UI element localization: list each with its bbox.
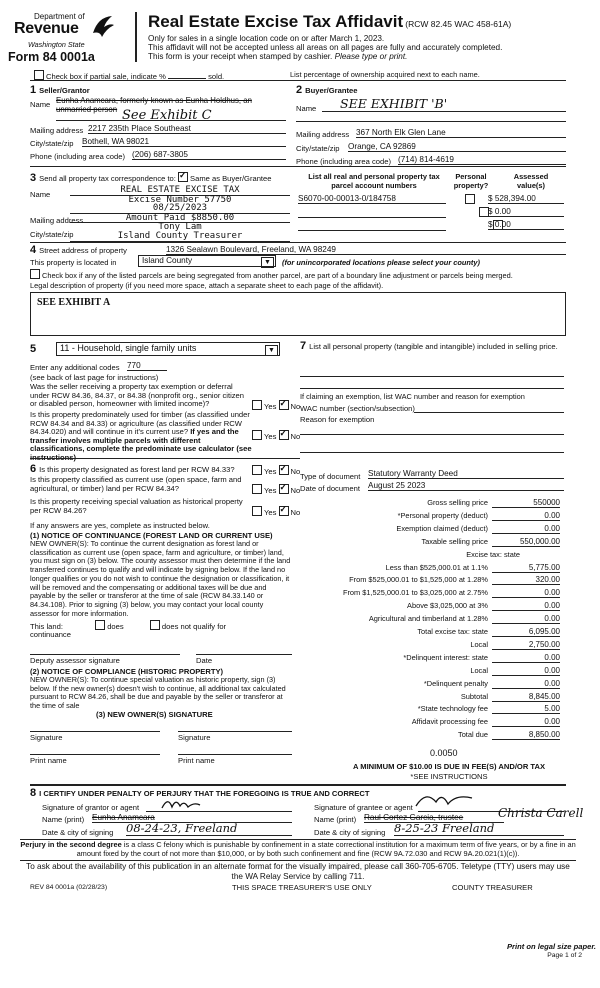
historic-answer (252, 506, 300, 517)
reason-label: Reason for exemption (300, 415, 375, 424)
tax-row (318, 524, 560, 536)
correspondence-heading-text: Send all property tax correspondence to: (39, 174, 176, 183)
tax-row-label: From $1,525,000.01 to $3,025,000 at 2.75% (342, 588, 488, 598)
tax-row-value[interactable]: 5.00 (492, 704, 560, 714)
stamp-line-5: Tony Lam (158, 222, 202, 233)
tax-row (318, 550, 560, 562)
seller-city-label: City/state/zip (30, 139, 74, 148)
yes-label: Yes (264, 467, 277, 476)
located-label: This property is located in (30, 258, 117, 267)
does-not-label: does not qualify for (161, 622, 227, 631)
assessed-col-header: Assessed value(s) (513, 172, 549, 190)
rcw-reference: (RCW 82.45 WAC 458-61A) (405, 19, 512, 29)
owner-print-2-label: Print name (178, 756, 215, 765)
assessed-row-2[interactable]: $ 0.00 (488, 207, 564, 217)
assessed-row-1[interactable]: $ 528,394.00 (488, 194, 564, 204)
partial-sale-label: Check box if partial sale, indicate % (46, 72, 166, 81)
seller-mailing-field[interactable]: 2217 235th Place Southeast (88, 124, 286, 134)
exemption-question: Was the seller receiving a property tax exemption or deferral under RCW 84.36, 84.37, or 84.38 (nonprofit org., senior citizen or disabled person, homeowner with limited income)? (30, 382, 245, 409)
buyer-heading-text: Buyer/Grantee (305, 86, 358, 95)
perjury-text: is a class C felony which is punishable by confinement in a state correctional institution for a maximum term of five years, or by a fine in an amount fixed by the court of not more than $10,000, or by both such confinement and fine (RCW 9A.72.030 and RCW 9A.20.021(1)(c)). (76, 840, 576, 858)
doc-type-field[interactable]: Statutory Warranty Deed (368, 469, 564, 479)
parcel-col-header: List all real and personal property tax parcel account numbers (308, 172, 440, 190)
exemption-no-checkbox[interactable] (279, 400, 289, 410)
grantee-signature-scribble (412, 790, 482, 808)
rule (30, 80, 566, 81)
rule (30, 731, 160, 732)
grantor-signature-field[interactable] (146, 796, 292, 812)
segregated-checkbox[interactable] (30, 269, 40, 279)
treasurer-use-label: THIS SPACE TREASURER'S USE ONLY (232, 883, 372, 892)
tax-row (318, 717, 560, 729)
yes-label: Yes (264, 402, 277, 411)
header-line-1: Only for sales in a single location code on or after March 1, 2023. (148, 34, 385, 43)
rule (30, 458, 300, 459)
header-line-3: This form is your receipt when stamped by cashier. (148, 52, 333, 61)
header-line-3-italic: Please type or print. (334, 52, 408, 61)
treasurer-stamp (70, 186, 290, 242)
tax-row-label: Exemption claimed (deduct) (396, 523, 488, 533)
tax-row-label: Affidavit processing fee (411, 717, 488, 727)
tax-row-value[interactable]: 550000 (492, 498, 560, 508)
tax-row-value[interactable]: 0.00 (492, 614, 560, 624)
tax-row (318, 730, 560, 742)
exemption-claim-label: If claiming an exemption, list WAC number and reason for exemption (300, 392, 525, 401)
forest-yes-checkbox[interactable] (252, 465, 262, 475)
buyer-phone-field[interactable]: (714) 814-4619 (398, 155, 566, 165)
tax-row-value[interactable]: 8,850.00 (492, 730, 560, 740)
tax-row (318, 588, 560, 600)
forest-question (30, 463, 260, 475)
historic-question: Is this property receiving special valuation as historical property per RCW 84.26? (30, 497, 243, 515)
rule (300, 452, 564, 453)
chevron-down-icon: ▼ (265, 345, 278, 356)
perjury-bold: Perjury in the second degree (20, 840, 122, 849)
rule (30, 784, 566, 786)
tax-row-label: Total due (458, 730, 488, 740)
tax-row-value[interactable]: 0.00 (492, 524, 560, 534)
seller-name-line1: Eunha Anamcara, formerly known as Eunha Holdhus, an (56, 96, 252, 105)
buyer-mailing-field[interactable]: 367 North Elk Glen Lane (356, 128, 566, 138)
exemption-answer (252, 400, 300, 411)
land-use-selected: 11 - Household, single family units (60, 343, 197, 353)
page-number: Page 1 of 2 (547, 952, 582, 959)
rule (30, 242, 566, 243)
header-title-block (148, 12, 588, 61)
grantee-date-label: Date & city of signing (314, 828, 386, 837)
tax-row-value[interactable]: 0.00 (492, 511, 560, 521)
section-6-number: 6 (30, 463, 37, 475)
codes-note: (see back of last page for instructions) (30, 373, 159, 382)
tax-row-label: *Personal property (deduct) (397, 510, 488, 520)
rule (300, 434, 564, 435)
exemption-yes-checkbox[interactable] (252, 400, 262, 410)
tax-row (318, 679, 560, 691)
local-rate: 0.0050 (430, 748, 458, 758)
perjury-notice (20, 841, 576, 859)
tax-row-label: *Delinquent penalty (423, 678, 488, 688)
grantee-name-label: Name (print) (314, 815, 357, 824)
street-label: Street address of property (39, 246, 127, 255)
tax-row-label: Gross selling price (427, 498, 488, 507)
forest-question-text: Is this property designated as forest land per RCW 84.33? (39, 465, 235, 474)
legal-description-field[interactable] (30, 292, 566, 336)
does-checkbox[interactable] (95, 620, 105, 630)
tax-row-value[interactable]: 0.00 (492, 653, 560, 663)
form-number: Form 84 0001a (8, 50, 95, 64)
owner-print-1-label: Print name (30, 756, 67, 765)
notice-continuance-body: NEW OWNER(S): To continue the current designation as forest land or classification as current use (open space, farm and agriculture, or timber) land, you must sign on (3) below. The county assessor must then determine if the land transferred continues to qualify and will indicate by signing below. If the land no longer qualifies or you do not wish to continue the designation or classification, it will be removed and the compensating or additional taxes will be due and payable by the seller or transferor at the time of sale (RCW 84.33.140 or 84.34.108). Prior to signing (3) below, you may contact your local county assessor for more information. (30, 539, 291, 618)
ownership-note: List percentage of ownership acquired next to each name. (290, 70, 480, 79)
seller-heading-text: Seller/Grantor (39, 86, 90, 95)
seller-name-line2: unmarried person (56, 105, 118, 114)
dept-sub: Washington State (28, 40, 85, 49)
assessed-row-3[interactable]: $ 0.00 (488, 220, 564, 230)
legal-description-value: SEE EXHIBIT A (37, 297, 111, 308)
rule (30, 754, 160, 755)
forest-answer (252, 465, 300, 476)
tax-row-value[interactable]: 320.00 (492, 575, 560, 585)
partial-sale-checkbox[interactable] (34, 70, 44, 80)
tax-row (318, 704, 560, 716)
tax-row-label: Total excise tax: state (417, 627, 488, 636)
rule (178, 731, 292, 732)
tax-row (318, 640, 560, 652)
tax-row-value[interactable]: 0.00 (492, 679, 560, 689)
owner-signature-2-label: Signature (178, 733, 211, 742)
header-line-2: This affidavit will not be accepted unless all areas on all pages are fully and accurately completed. (148, 43, 503, 52)
timber-question-text: Is this property predominately used for timber (as classified under RCW 84.34 and 84.33) or agriculture (as classified under RCW 84.34.020) and will continue in it's current use? (30, 410, 250, 437)
minimum-due-note: A MINIMUM OF $10.00 IS DUE IN FEE(S) AND/OR TAX (352, 762, 546, 771)
legal-description-label: Legal description of property (if you need more space, attach a separate sheet to each page of the affidavit). (30, 281, 384, 290)
tax-row-label: Above $3,025,000 at 3% (407, 601, 488, 611)
grantee-name-struck: Raul Cortez Garcia, trustee (364, 813, 464, 822)
no-label: No (290, 402, 301, 411)
header-divider (135, 12, 137, 62)
segregated-label: Check box if any of the listed parcels are being segregated from another parcel, are part of a boundary line adjustment or parcels being merged. (42, 271, 513, 280)
alt-format-notice: To ask about the availability of this publication in an alternate format for the visually impaired, please call 360-705-6705. Teletype (TTY) users may use the WA Relay Service by calling 711. (26, 862, 570, 881)
tax-row (318, 666, 560, 678)
grantor-signature-scribble (160, 796, 220, 810)
timber-answer (252, 430, 300, 441)
correspondence-heading (30, 172, 272, 184)
section-5-number: 5 (30, 343, 37, 355)
no-label: No (290, 467, 301, 476)
rule (300, 388, 564, 389)
current-use-question: Is this property classified as current use (open space, farm and agricultural, or timber) land per RCW 84.34? (30, 475, 242, 493)
no-label: No (290, 508, 301, 517)
owner-signature-1-label: Signature (30, 733, 63, 742)
seller-mailing-label: Mailing address (30, 126, 84, 135)
wac-label: WAC number (section/subsection) (300, 404, 415, 413)
timber-question-note: If yes and the transfer involves multiple parcels with different classifications, complete the predominate use calculator (see instructions) (30, 427, 252, 462)
buyer-phone-label: Phone (including area code) (296, 157, 391, 166)
tax-row-value[interactable]: 6,095.00 (492, 627, 560, 637)
tax-row-label: Local (470, 665, 488, 675)
doc-date-label: Date of document (300, 484, 360, 493)
personal-property-heading (300, 342, 562, 351)
assessor-date-label: Date (196, 656, 213, 665)
timber-no-checkbox[interactable] (279, 430, 289, 440)
rule (30, 654, 180, 655)
tax-row (318, 601, 560, 613)
tax-row-label: Subtotal (460, 691, 488, 701)
tax-row (318, 498, 560, 510)
buyer-name-label: Name (296, 104, 317, 113)
yes-label: Yes (264, 486, 277, 495)
county-treasurer-label: COUNTY TREASURER (452, 883, 533, 892)
tax-row-label: Agricultural and timberland at 1.28% (368, 614, 488, 624)
seller-city-field[interactable]: Bothell, WA 98021 (82, 137, 286, 147)
seller-phone-field[interactable]: (206) 687-3805 (132, 150, 286, 160)
wac-field[interactable] (414, 412, 564, 413)
doc-date-field[interactable]: August 25 2023 (368, 481, 564, 491)
no-label: No (290, 486, 301, 495)
notice-continuance-heading: (1) NOTICE OF CONTINUANCE (FOREST LAND OR CURRENT USE) (30, 531, 273, 540)
seller-name-handwritten: See Exhibit C (122, 108, 212, 123)
stamp-line-1: REAL ESTATE EXCISE TAX (70, 186, 290, 196)
see-instructions: *SEE INSTRUCTIONS (410, 772, 488, 781)
tax-row-value[interactable]: 0.00 (492, 601, 560, 611)
additional-codes-label: Enter any additional codes (30, 363, 120, 372)
parcel-row-2[interactable] (298, 207, 446, 218)
same-as-buyer-label: Same as Buyer/Grantee (190, 174, 272, 183)
personal-row-1-checkbox[interactable] (465, 194, 475, 204)
tax-row (318, 614, 560, 626)
section-4-number: 4 (30, 244, 37, 256)
certify-text: I CERTIFY UNDER PENALTY OF PERJURY THAT THE FOREGOING IS TRUE AND CORRECT (39, 789, 370, 798)
grantor-name-field[interactable]: Eunha Anamcara (92, 813, 292, 823)
tax-row-label: Taxable selling price (421, 536, 488, 546)
partial-sale-percent-field[interactable] (168, 78, 206, 79)
tax-row (318, 575, 560, 587)
tax-row-value[interactable]: 5,775.00 (492, 563, 560, 573)
tax-row-label: Less than $525,000.01 at 1.1% (385, 562, 488, 572)
this-land-label: This land: (30, 622, 63, 631)
notice-compliance-body: NEW OWNER(S): To continue special valuation as historic property, sign (3) below. If the new owner(s) doesn't wish to continue, all additional tax calculated pursuant to RCW 84.26, shall be due and payable by the seller or transferor at the time of sale (30, 675, 286, 711)
buyer-name-field[interactable]: SEE EXHIBIT 'B' (322, 96, 566, 112)
section-2-number: 2 (296, 84, 303, 96)
buyer-city-field[interactable]: Orange, CA 92869 (348, 142, 566, 152)
answers-instructions: If any answers are yes, complete as instructed below. (30, 521, 210, 530)
timber-yes-checkbox[interactable] (252, 430, 262, 440)
doc-type-label: Type of document (300, 472, 361, 481)
chevron-down-icon: ▼ (261, 257, 274, 268)
section-7-number: 7 (300, 340, 307, 352)
rule (30, 166, 566, 167)
grantor-date-field[interactable]: 08-24-23, Freeland (126, 821, 292, 836)
rule (56, 120, 286, 121)
tax-row-label: *Delinquent interest: state (403, 652, 488, 662)
parcel-row-1[interactable]: S6070-00-00013-0/184758 (298, 194, 446, 204)
dept-main: Revenue (14, 20, 79, 37)
grantee-date-field[interactable]: 8-25-23 Freeland (394, 821, 564, 836)
county-selected: Island County (142, 256, 193, 265)
historic-yes-checkbox[interactable] (252, 506, 262, 516)
stamp-line-4: Amount Paid $8850.00 (70, 214, 290, 224)
grantor-date-label: Date & city of signing (42, 828, 114, 837)
section-3-number: 3 (30, 172, 37, 184)
tax-row-value[interactable]: 2,750.00 (492, 640, 560, 650)
tax-row-value[interactable]: 0.00 (492, 666, 560, 676)
does-not-checkbox[interactable] (150, 620, 160, 630)
tax-row-label: Excise tax: state (466, 549, 520, 559)
tax-row (318, 692, 560, 704)
tax-row (318, 627, 560, 639)
tax-row-value[interactable]: 0.00 (492, 717, 560, 727)
section-1-number: 1 (30, 84, 37, 96)
notice-compliance-heading: (2) NOTICE OF COMPLIANCE (HISTORIC PROPERTY) (30, 667, 224, 676)
property-street-row (30, 244, 127, 256)
tax-row-value[interactable]: 0.00 (492, 588, 560, 598)
tax-row-label: Local (470, 639, 488, 649)
current-use-answer (252, 484, 300, 495)
buyer-mailing-label: Mailing address (296, 130, 350, 139)
rule (196, 654, 292, 655)
yes-label: Yes (264, 508, 277, 517)
grantor-name-label: Name (print) (42, 815, 85, 824)
tax-row-value[interactable]: 550,000.00 (492, 537, 560, 547)
rule (178, 754, 292, 755)
tax-row (318, 511, 560, 523)
rule (296, 121, 566, 122)
same-as-buyer-checkbox[interactable] (178, 172, 188, 182)
revenue-logo (8, 10, 126, 66)
tax-row-label: *State technology fee (417, 704, 488, 714)
legal-paper-note: Print on legal size paper. (506, 942, 596, 951)
dept-top: Department of (34, 12, 85, 21)
does-label: does (107, 622, 124, 631)
street-address-field[interactable]: 1326 Sealawn Boulevard, Freeland, WA 98249 (166, 245, 566, 255)
no-label: No (290, 432, 301, 441)
seller-heading (30, 84, 90, 96)
tax-row (318, 653, 560, 665)
seller-phone-label: Phone (including area code) (30, 152, 125, 161)
current-use-no-checkbox[interactable] (279, 484, 289, 494)
section-7-heading: List all personal property (tangible and intangible) included in selling price. (309, 342, 558, 351)
continuance-label: continuance (30, 630, 71, 639)
unincorporated-note: (for unincorporated locations please select your county) (282, 258, 480, 267)
additional-codes-field[interactable]: 770 (127, 361, 167, 371)
parcel-row-3[interactable] (298, 220, 446, 231)
timber-question (30, 411, 252, 463)
partial-sale-sold: sold. (208, 72, 225, 81)
rule (20, 860, 576, 861)
corr-name-label: Name (30, 190, 51, 199)
section-8-number: 8 (30, 787, 37, 799)
personal-col-header: Personal property? (453, 172, 489, 190)
tax-row (318, 537, 560, 549)
tax-row-label: From $525,000.01 to $1,525,000 at 1.28% (349, 575, 488, 585)
stamp-line-6: Island County Treasurer (70, 232, 290, 242)
seller-name-label: Name (30, 100, 51, 109)
buyer-heading (296, 84, 357, 96)
corr-city-label: City/state/zip (30, 230, 74, 239)
grantor-signature-label: Signature of grantor or agent (42, 803, 140, 812)
segregated-row (30, 269, 590, 280)
buyer-city-label: City/state/zip (296, 144, 340, 153)
current-use-yes-checkbox[interactable] (252, 484, 262, 494)
assessor-signature-label: Deputy assessor signature (30, 656, 120, 665)
stamp-line-2: Excise Number 57750 (128, 194, 232, 205)
county-select[interactable] (138, 255, 276, 267)
corr-mailing-label: Mailing address (30, 216, 84, 225)
grantee-name-handwritten: Christa Carell (498, 806, 584, 820)
bird-icon (90, 13, 116, 39)
page-title: Real Estate Excise Tax Affidavit (148, 12, 404, 31)
forest-no-checkbox[interactable] (279, 465, 289, 475)
rule (300, 376, 564, 377)
historic-no-checkbox[interactable] (279, 506, 289, 516)
stamp-line-3: 08/25/2023 (70, 204, 290, 214)
new-owner-signature-heading: (3) NEW OWNER(S) SIGNATURE (96, 710, 213, 719)
land-use-select[interactable] (56, 342, 280, 356)
yes-label: Yes (264, 432, 277, 441)
tax-row-value[interactable]: 8,845.00 (492, 692, 560, 702)
tax-row (318, 563, 560, 575)
grantee-signature-label: Signature of grantee or agent (314, 803, 413, 812)
revision-label: REV 84 0001a (02/28/23) (30, 884, 108, 891)
